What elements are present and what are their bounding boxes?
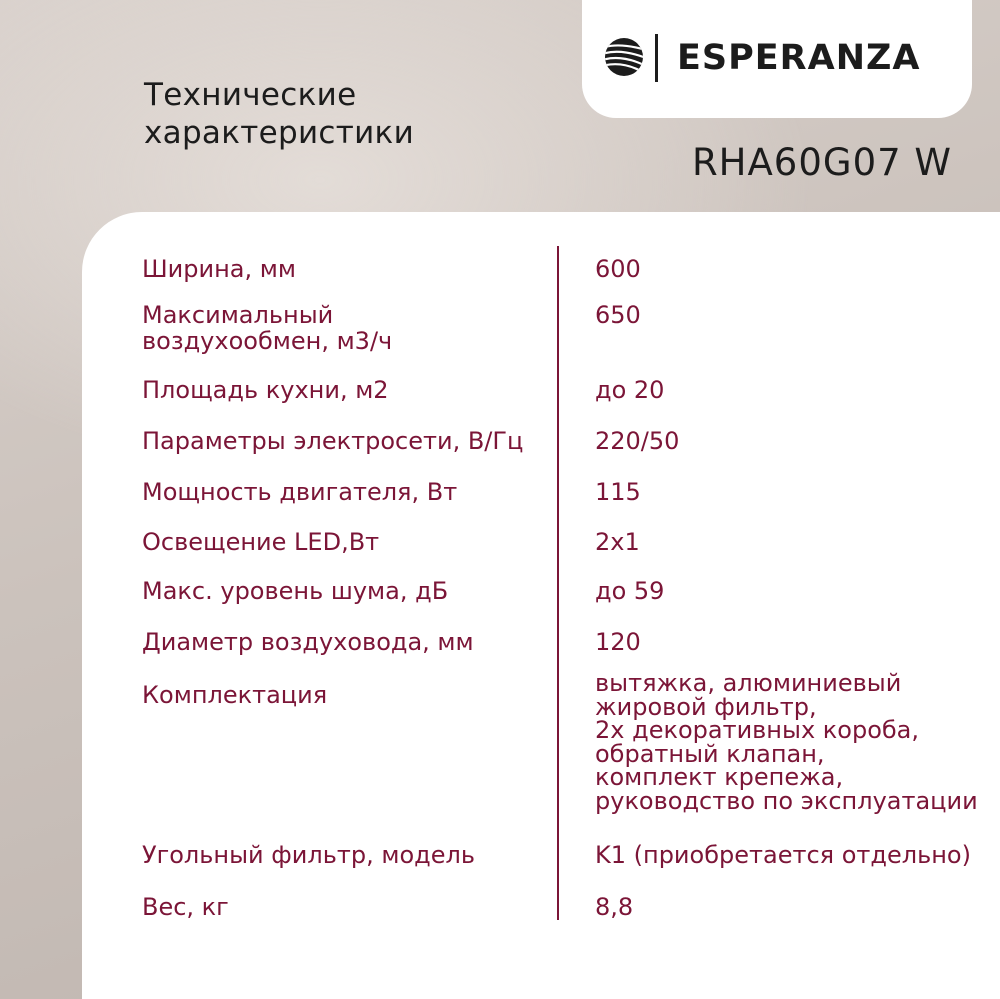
spec-value: 650 [595, 301, 641, 329]
brand-logo-card [582, 0, 972, 118]
spec-label: Ширина, мм [142, 255, 296, 283]
logo-divider [655, 34, 658, 82]
spec-value: до 59 [595, 577, 665, 605]
spec-label: Освещение LED,Вт [142, 528, 380, 556]
spec-value: до 20 [595, 376, 665, 404]
brand-name: ESPERANZA [677, 38, 921, 78]
spec-label: Диаметр воздуховода, мм [142, 628, 474, 656]
spec-label: Площадь кухни, м2 [142, 376, 389, 404]
spec-label: Угольный фильтр, модель [142, 841, 475, 869]
spec-value: 220/50 [595, 427, 680, 455]
spec-column-divider [557, 246, 559, 920]
spec-label: Максимальный воздухообмен, м3/ч [142, 301, 393, 355]
spec-value: 8,8 [595, 893, 634, 921]
spec-value: 2x1 [595, 528, 640, 556]
spec-value: вытяжка, алюминиевый жировой фильтр, 2х декоративных короба, обратный клапан, комплект крепежа, руководство по эксплуатации [595, 669, 978, 815]
spec-value: 115 [595, 478, 641, 506]
spec-label: Макс. уровень шума, дБ [142, 577, 449, 605]
spec-value: K1 (приобретается отдельно) [595, 841, 971, 869]
page-title: Технические характеристики [144, 77, 415, 151]
spec-value: 600 [595, 255, 641, 283]
spec-label: Мощность двигателя, Вт [142, 478, 458, 506]
model-name: RHA60G07 W [691, 141, 952, 184]
spec-label: Комплектация [142, 681, 328, 709]
spec-value: 120 [595, 628, 641, 656]
spec-label: Вес, кг [142, 893, 229, 921]
spec-label: Параметры электросети, В/Гц [142, 427, 524, 455]
globe-lines-icon [604, 37, 644, 77]
